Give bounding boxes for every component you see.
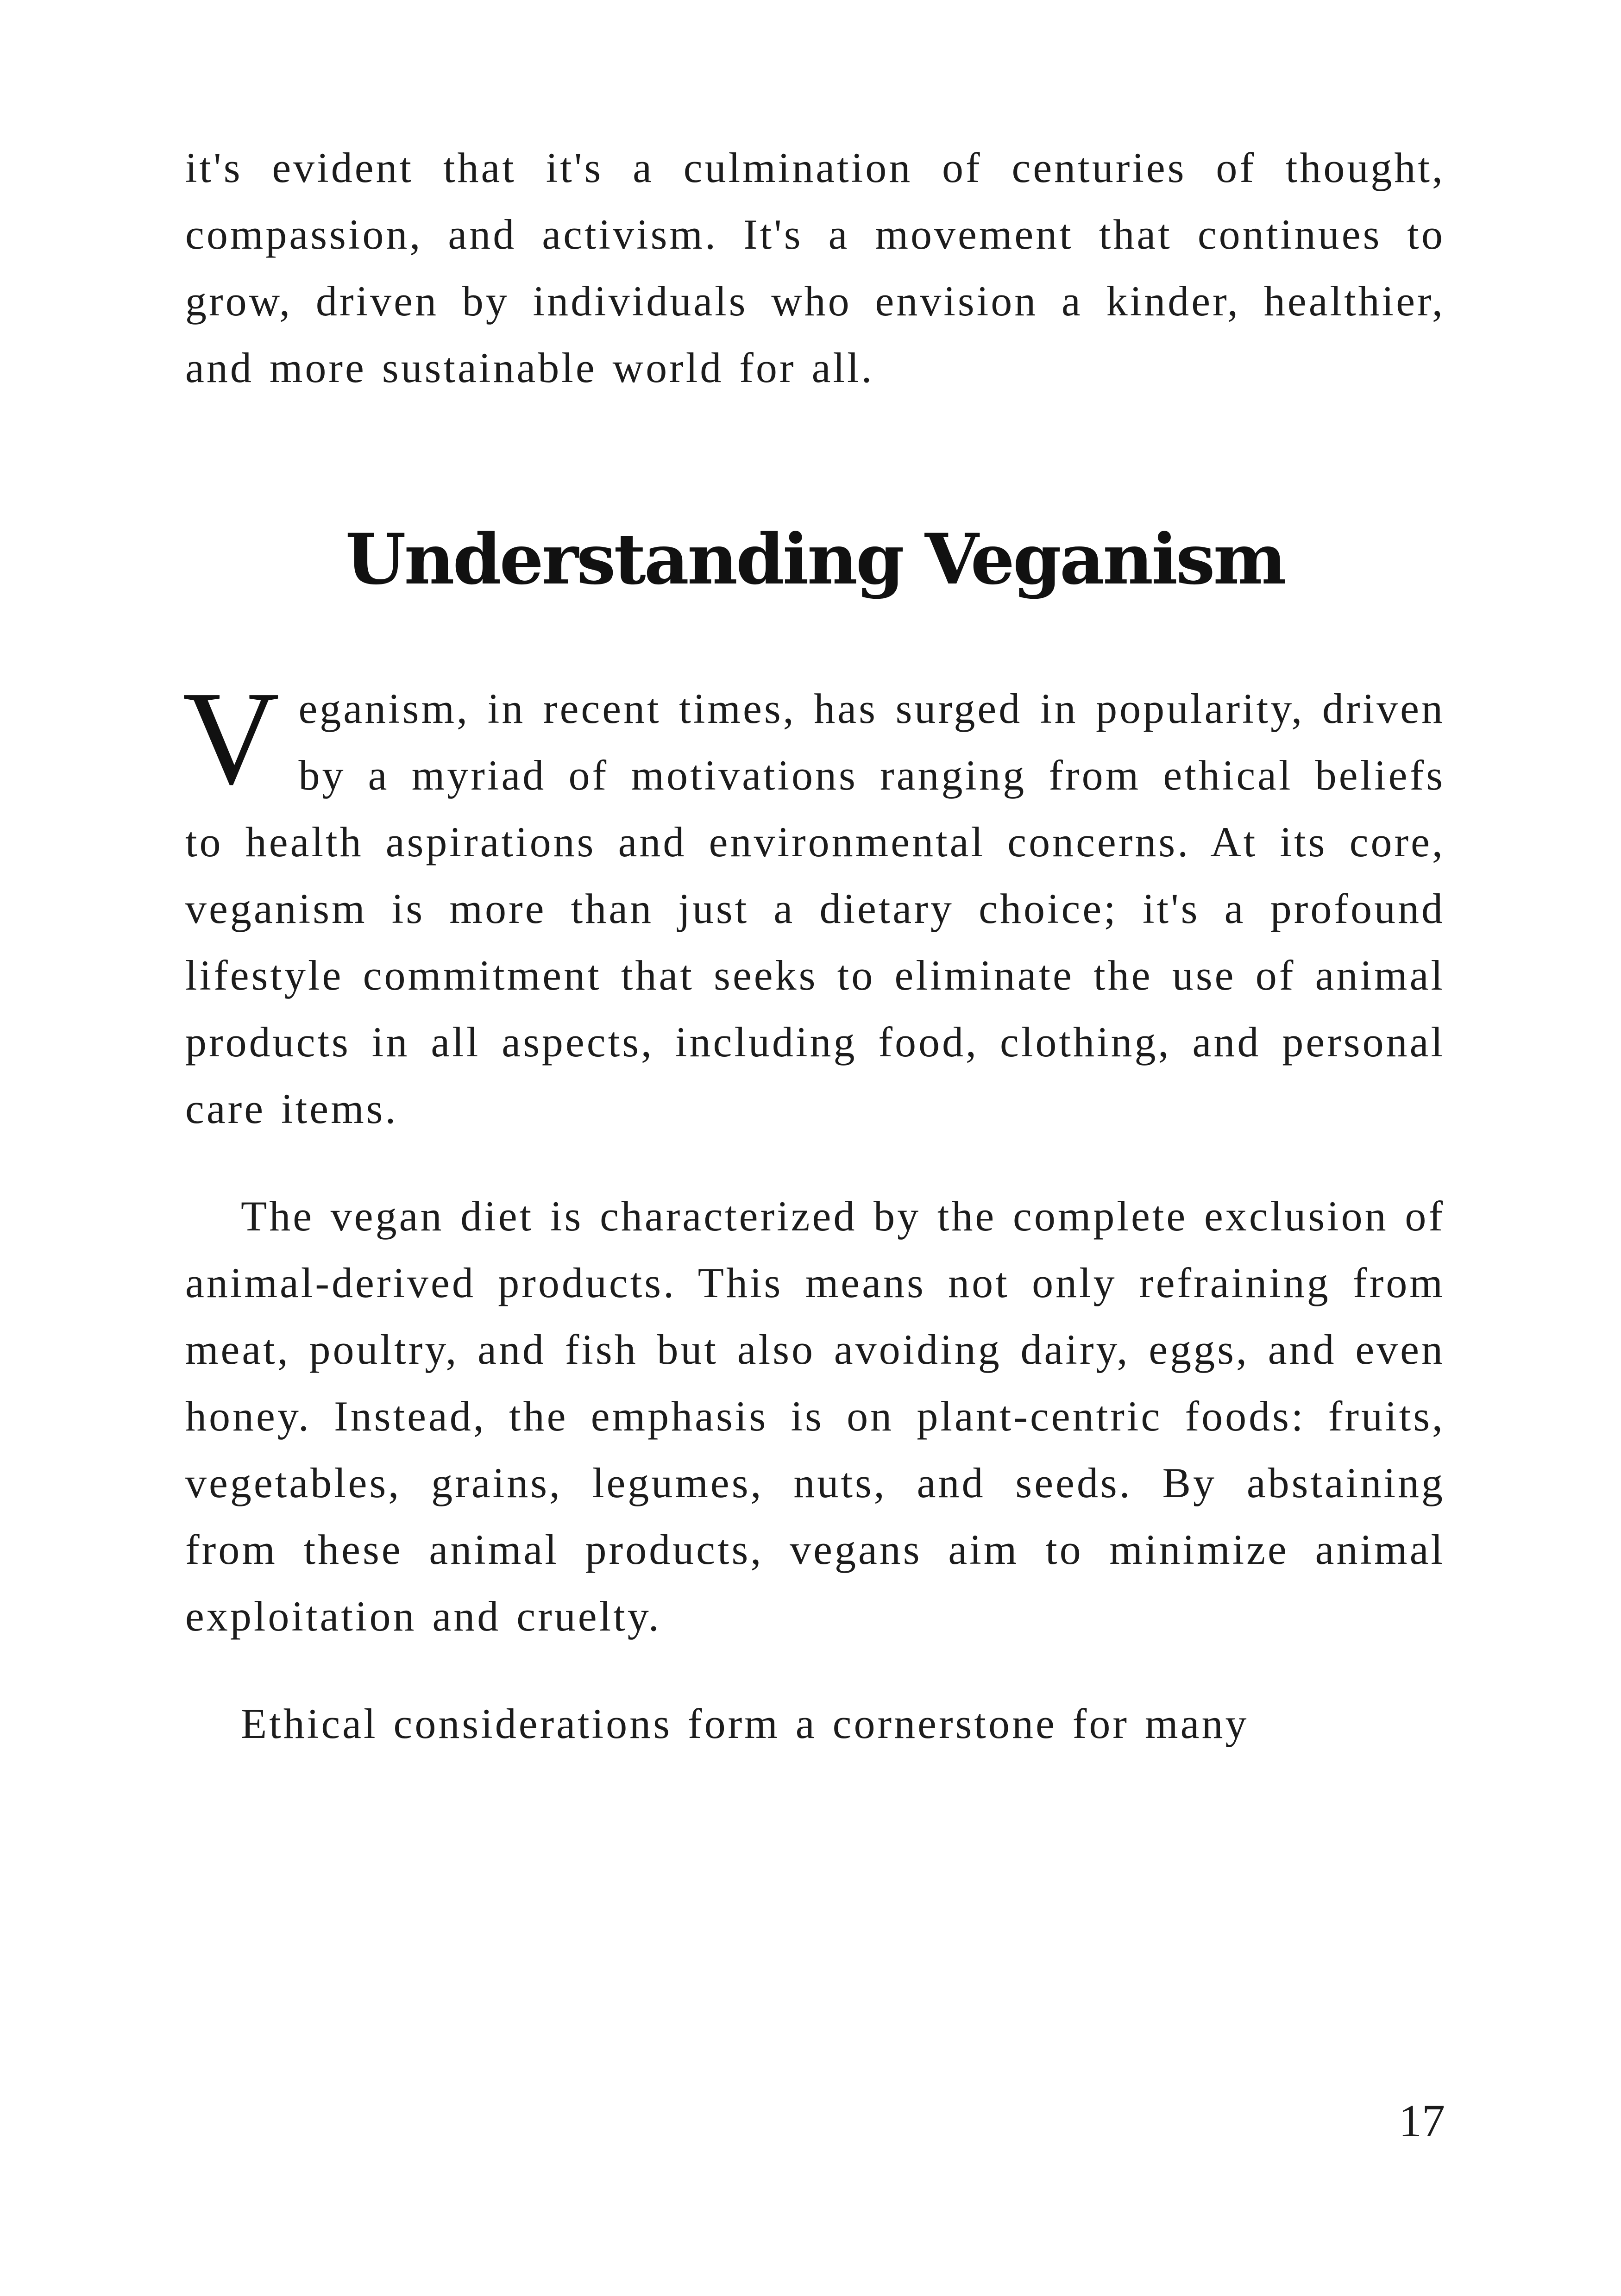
paragraph-1: [182, 664, 1445, 1142]
paragraph-1-text: eganism, in recent times, has surged in popularity, driven by a myriad of motivations ranging from ethical beliefs to health aspirations and environmental concerns. At its core, veganism is more than just a dietary choice; it's a profound lifestyle commitment that seeks to eliminate the use of animal products in all aspects, including food, clothing, and personal care items.: [185, 685, 1445, 1132]
page-number: 17: [1399, 2095, 1445, 2146]
drop-cap: V: [182, 664, 282, 812]
paragraph-3: Ethical considerations form a cornerstone for many: [241, 1700, 1249, 1747]
section-title: Understanding Veganism: [345, 519, 1285, 600]
section-body: [182, 664, 1445, 1757]
page-content: [182, 134, 1445, 1757]
intro-paragraph: it's evident that it's a culmination of centuries of thought, compassion, and activism. It's a movement that continues to grow, driven by individuals who envision a kinder, healthier, and more sustainable world for all.: [185, 144, 1445, 391]
paragraph-2: The vegan diet is characterized by the complete exclusion of animal-derived products. This means not only refraining from meat, poultry, and fish but also avoiding dairy, eggs, and even honey. Instead, the emphasis is on plant-centric foods: fruits, vegetables, grains, legumes, nuts, and seeds. By abstaining from these animal products, vegans aim to minimize animal exploitation and cruelty.: [185, 1192, 1445, 1640]
